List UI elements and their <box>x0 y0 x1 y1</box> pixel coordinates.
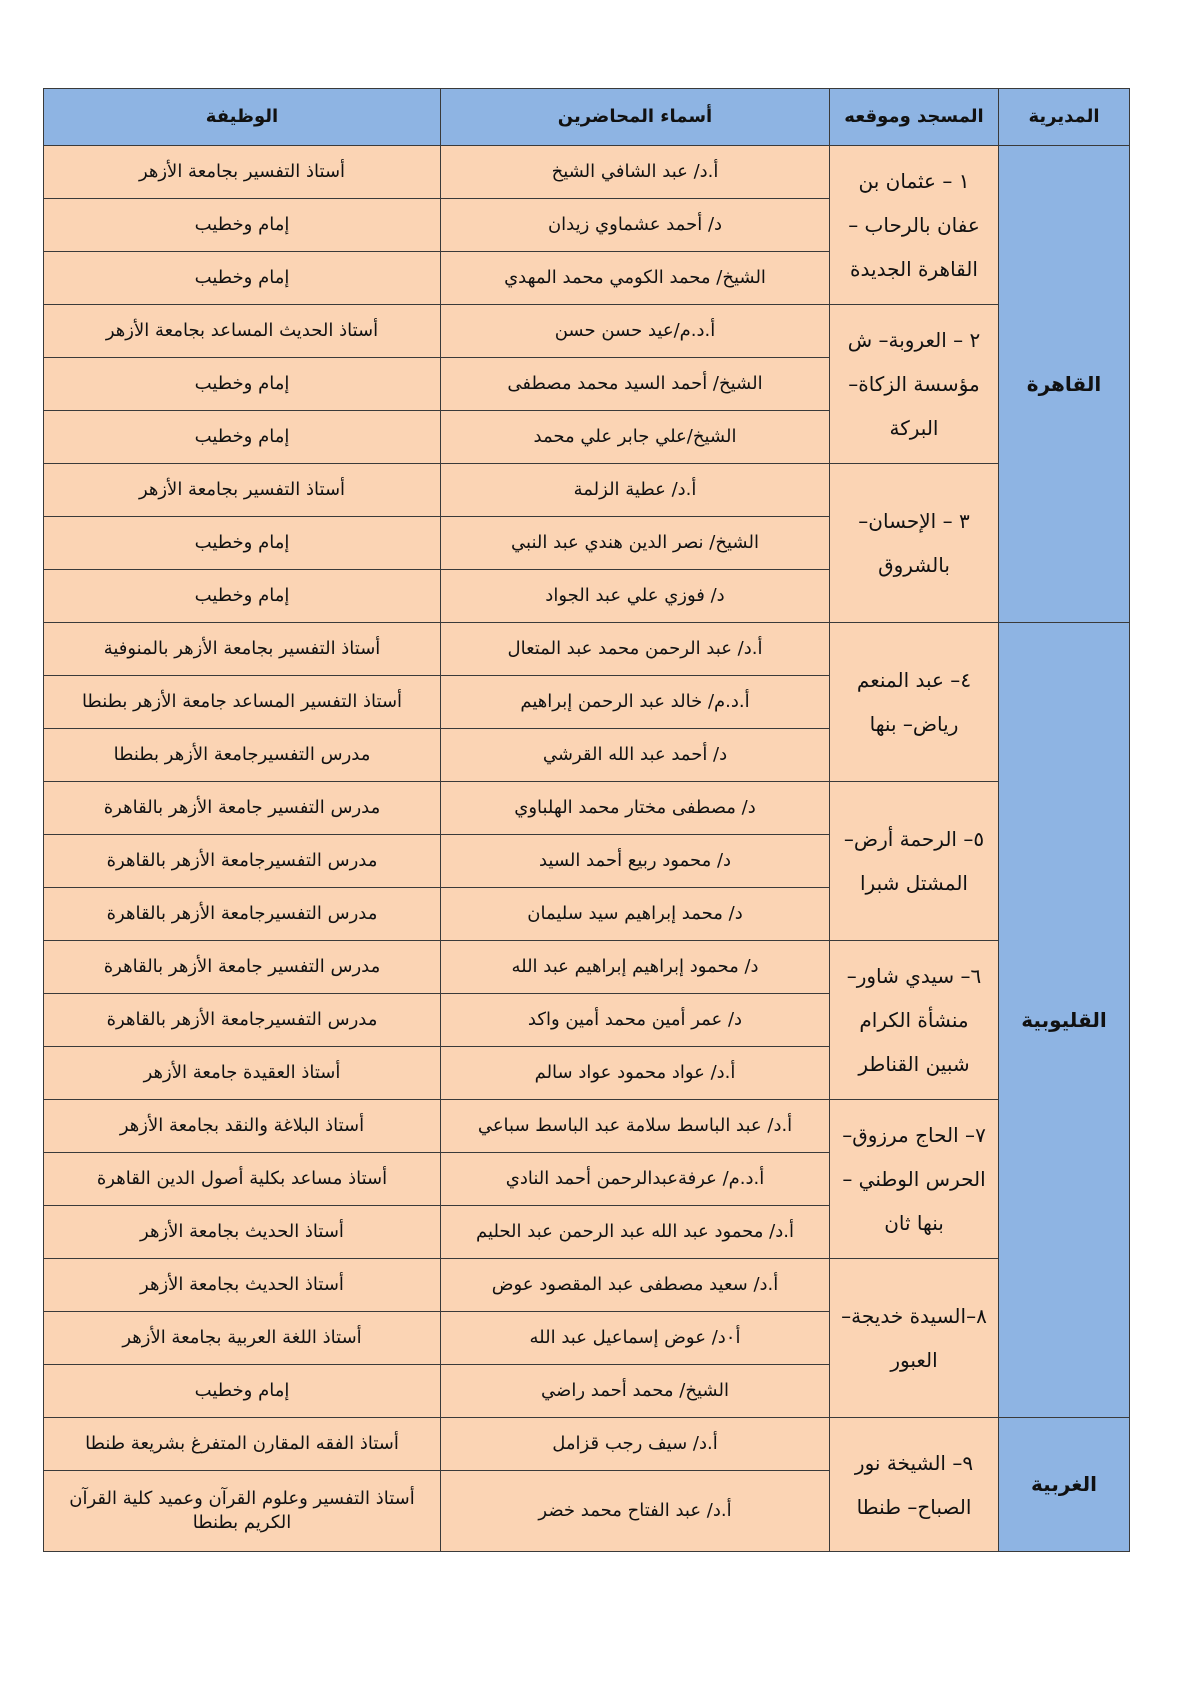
lecturer-name: أ.د/ عبد الرحمن محمد عبد المتعال <box>441 623 830 676</box>
lecturer-job: أستاذ الحديث المساعد بجامعة الأزهر <box>44 305 441 358</box>
lecturer-name: الشيخ/ محمد أحمد راضي <box>441 1365 830 1418</box>
header-mosque: المسجد وموقعه <box>830 89 999 146</box>
table-row <box>44 464 1130 517</box>
lecturer-job: أستاذ الفقه المقارن المتفرغ بشريعة طنطا <box>44 1418 441 1471</box>
lecturer-name: الشيخ/ أحمد السيد محمد مصطفى <box>441 358 830 411</box>
lecturer-job: إمام وخطيب <box>44 358 441 411</box>
header-lecturers: أسماء المحاضرين <box>441 89 830 146</box>
lecturer-job: إمام وخطيب <box>44 1365 441 1418</box>
lecturer-name: أ.د/ عبد الباسط سلامة عبد الباسط سباعي <box>441 1100 830 1153</box>
lecturer-job: أستاذ الحديث بجامعة الأزهر <box>44 1259 441 1312</box>
mosque-5: ٥– الرحمة أرض– المشتل شبرا <box>830 782 999 941</box>
mosque-3: ٣ – الإحسان– بالشروق <box>830 464 999 623</box>
governorate-qalyubia: القليوبية <box>999 623 1130 1418</box>
lecturer-name: الشيخ/ نصر الدين هندي عبد النبي <box>441 517 830 570</box>
lecturer-job: مدرس التفسيرجامعة الأزهر بطنطا <box>44 729 441 782</box>
lecturer-job: أستاذ الحديث بجامعة الأزهر <box>44 1206 441 1259</box>
table-row <box>44 146 1130 199</box>
lecturer-name: أ.د/ سيف رجب قزامل <box>441 1418 830 1471</box>
lecturer-name: الشيخ/ محمد الكومي محمد المهدي <box>441 252 830 305</box>
mosque-8: ٨–السيدة خديجة– العبور <box>830 1259 999 1418</box>
lecturer-job: أستاذ مساعد بكلية أصول الدين القاهرة <box>44 1153 441 1206</box>
lecturers-table <box>43 88 1130 1552</box>
lecturer-name: د/ محمود ربيع أحمد السيد <box>441 835 830 888</box>
table-row <box>44 623 1130 676</box>
mosque-2: ٢ – العروبة– ش مؤسسة الزكاة– البركة <box>830 305 999 464</box>
mosque-1: ١ – عثمان بن عفان بالرحاب – القاهرة الجديدة <box>830 146 999 305</box>
mosque-4: ٤– عبد المنعم رياض– بنها <box>830 623 999 782</box>
lecturer-name: أ.د.م/ عرفةعبدالرحمن أحمد النادي <box>441 1153 830 1206</box>
lecturer-job: أستاذ اللغة العربية بجامعة الأزهر <box>44 1312 441 1365</box>
lecturer-job: إمام وخطيب <box>44 411 441 464</box>
lecturer-name: أ.د/ عواد محمود عواد سالم <box>441 1047 830 1100</box>
lecturer-name: د/ محمد إبراهيم سيد سليمان <box>441 888 830 941</box>
lecturer-job: إمام وخطيب <box>44 570 441 623</box>
table-row <box>44 1100 1130 1153</box>
header-job: الوظيفة <box>44 89 441 146</box>
lecturer-name: د/ أحمد عبد الله القرشي <box>441 729 830 782</box>
lecturer-job: أستاذ التفسير المساعد جامعة الأزهر بطنطا <box>44 676 441 729</box>
lecturer-name: د/ أحمد عشماوي زيدان <box>441 199 830 252</box>
lecturer-name: د/ فوزي علي عبد الجواد <box>441 570 830 623</box>
table-row <box>44 1259 1130 1312</box>
header-row <box>44 89 1130 146</box>
mosque-6: ٦– سيدي شاور– منشأة الكرام شبين القناطر <box>830 941 999 1100</box>
lecturer-name: الشيخ/علي جابر علي محمد <box>441 411 830 464</box>
lecturer-name: د/ مصطفى مختار محمد الهلباوي <box>441 782 830 835</box>
lecturer-job: مدرس التفسير جامعة الأزهر بالقاهرة <box>44 782 441 835</box>
lecturer-name: أ.د/ محمود عبد الله عبد الرحمن عبد الحليم <box>441 1206 830 1259</box>
lecturer-job: أستاذ التفسير بجامعة الأزهر <box>44 146 441 199</box>
header-governorate: المديرية <box>999 89 1130 146</box>
mosque-9: ٩– الشيخة نور الصباح– طنطا <box>830 1418 999 1552</box>
lecturer-job: أستاذ التفسير بجامعة الأزهر <box>44 464 441 517</box>
lecturer-job: أستاذ التفسير وعلوم القرآن وعميد كلية القرآن الكريم بطنطا <box>44 1471 441 1552</box>
lecturer-name: أ.د/ عبد الشافي الشيخ <box>441 146 830 199</box>
table-row <box>44 782 1130 835</box>
lecturer-job: أستاذ البلاغة والنقد بجامعة الأزهر <box>44 1100 441 1153</box>
lecturer-job: مدرس التفسيرجامعة الأزهر بالقاهرة <box>44 994 441 1047</box>
lecturers-table-sheet <box>43 88 1129 1552</box>
lecturer-name: أ.د/ عطية الزلمة <box>441 464 830 517</box>
lecturer-name: د/ عمر أمين محمد أمين واكد <box>441 994 830 1047</box>
lecturer-job: إمام وخطيب <box>44 199 441 252</box>
table-row <box>44 305 1130 358</box>
lecturer-name: د/ محمود إبراهيم إبراهيم عبد الله <box>441 941 830 994</box>
lecturer-job: إمام وخطيب <box>44 517 441 570</box>
lecturer-name: أ.د/ عبد الفتاح محمد خضر <box>441 1471 830 1552</box>
lecturer-name: أ٠د/ عوض إسماعيل عبد الله <box>441 1312 830 1365</box>
lecturer-job: مدرس التفسير جامعة الأزهر بالقاهرة <box>44 941 441 994</box>
lecturer-job: أستاذ التفسير بجامعة الأزهر بالمنوفية <box>44 623 441 676</box>
governorate-gharbia: الغربية <box>999 1418 1130 1552</box>
mosque-7: ٧– الحاج مرزوق– الحرس الوطني –بنها ثان <box>830 1100 999 1259</box>
lecturer-job: إمام وخطيب <box>44 252 441 305</box>
lecturer-job: مدرس التفسيرجامعة الأزهر بالقاهرة <box>44 888 441 941</box>
table-row <box>44 941 1130 994</box>
governorate-cairo: القاهرة <box>999 146 1130 623</box>
lecturer-job: أستاذ العقيدة جامعة الأزهر <box>44 1047 441 1100</box>
lecturer-job: مدرس التفسيرجامعة الأزهر بالقاهرة <box>44 835 441 888</box>
lecturer-name: أ.د.م/عيد حسن حسن <box>441 305 830 358</box>
lecturer-name: أ.د.م/ خالد عبد الرحمن إبراهيم <box>441 676 830 729</box>
table-row <box>44 1418 1130 1471</box>
lecturer-name: أ.د/ سعيد مصطفى عبد المقصود عوض <box>441 1259 830 1312</box>
